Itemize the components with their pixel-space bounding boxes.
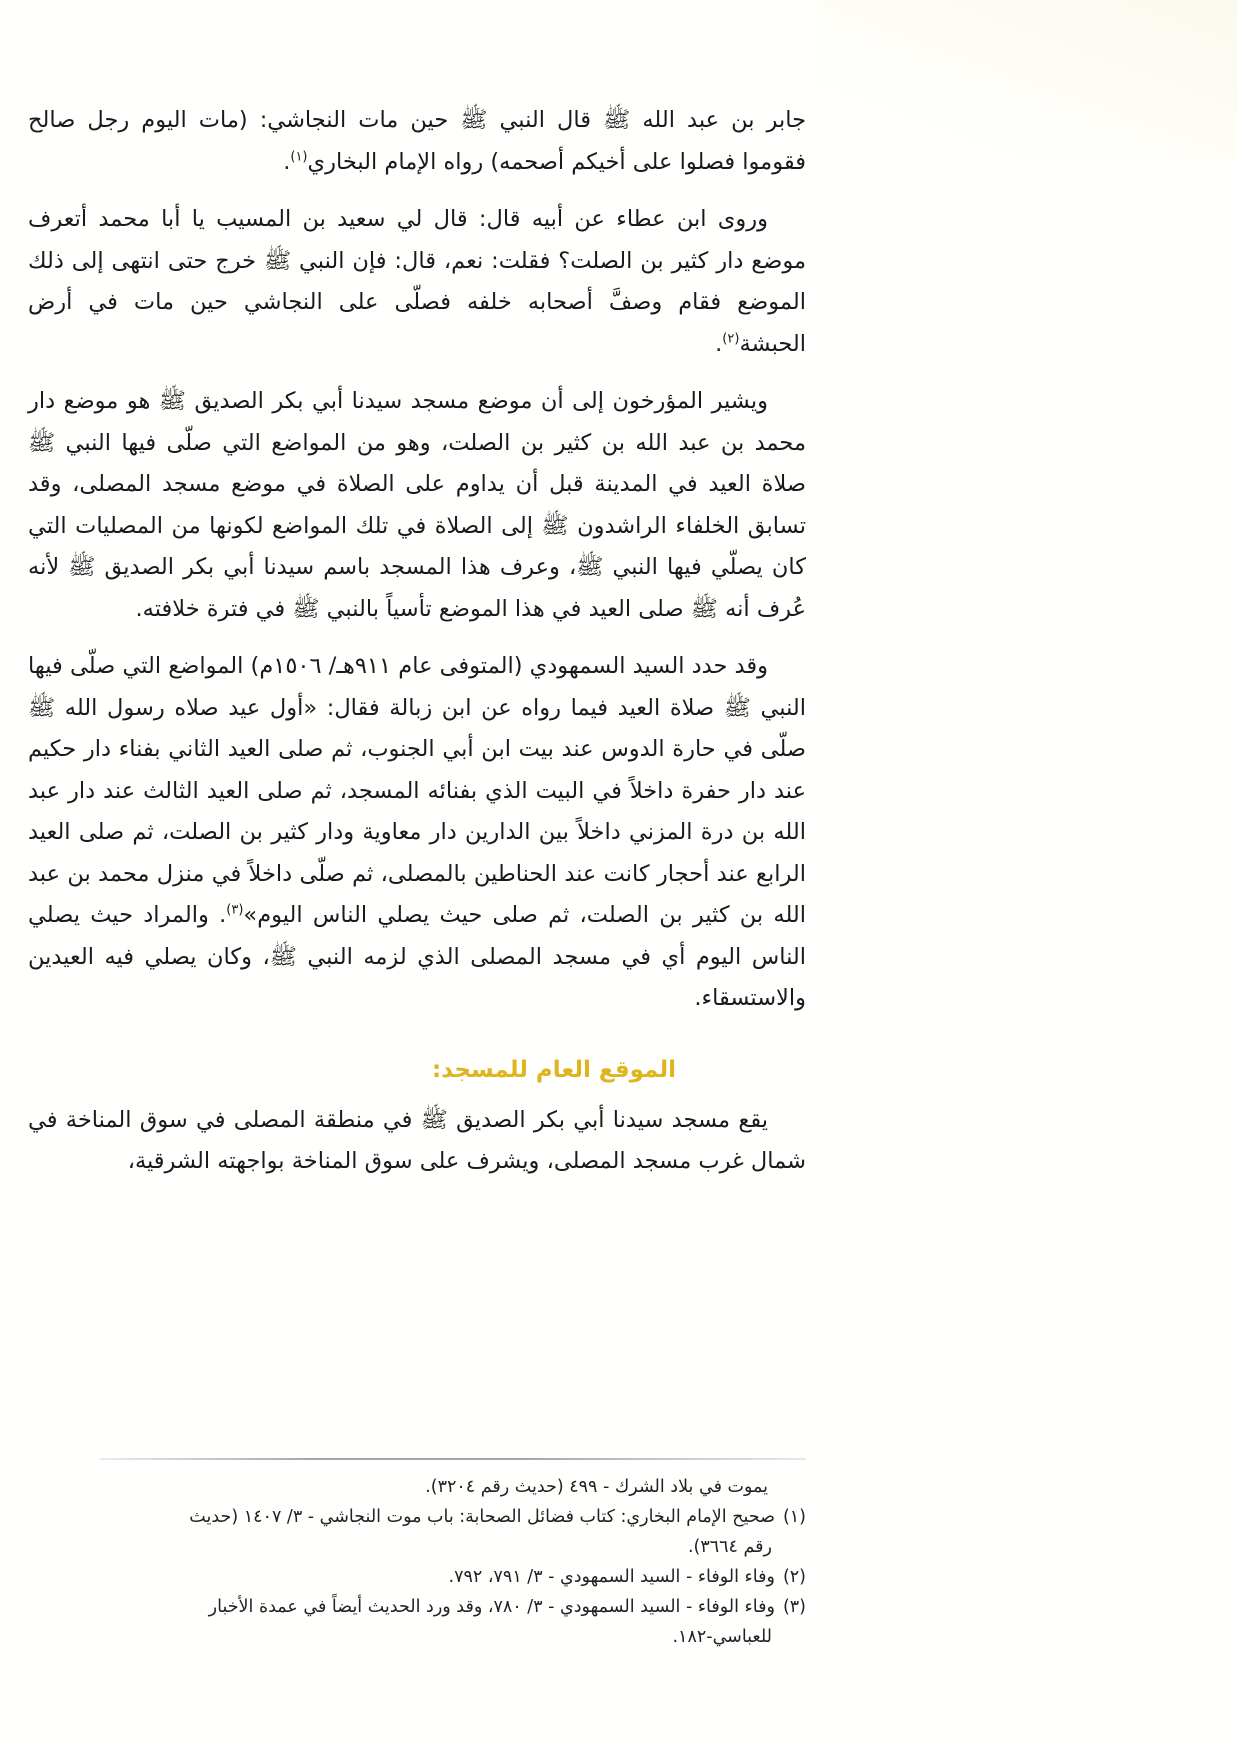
paragraph-2-text: وروى ابن عطاء عن أبيه قال: قال لي سعيد بن المسيب يا أبا محمد أتعرف موضع دار كثير بن الصلت؟ فقلت: نعم، قال: فإن النبي ﷺ خرج حتى انتهى إلى ذلك الموضع فقام وصفَّ أصحابه خلفه فصلّى على النجاشي حين مات في أرض الحبشة: [28, 206, 806, 357]
section-paragraph: يقع مسجد سيدنا أبي بكر الصديق ﷺ في منطقة المصلى في سوق المناخة في شمال غرب مسجد المصلى، ويشرف على سوق المناخة بواجهته الشرقية،: [28, 1106, 806, 1174]
paragraph-1-tail: .: [283, 148, 291, 175]
footnote-1-wrap: رقم ٣٦٦٤).: [687, 1537, 772, 1557]
footnote-ref-2[interactable]: (٢): [722, 331, 740, 346]
paragraph-4-tail: . والمراد حيث يصلي الناس اليوم أي في مسجد المصلى الذي لزمه النبي ﷺ، وكان يصلي فيه العيدين والاستسقاء.: [28, 902, 806, 1011]
paragraph-4: [28, 646, 806, 1020]
footnote-3-wrap: للعباسي-١٨٢.: [672, 1627, 772, 1647]
footnote-1-text: صحيح الإمام البخاري: كتاب فضائل الصحابة: باب موت النجاشي - ٣/ ١٤٠٧ (حديث: [189, 1507, 775, 1527]
footnote-ref-3[interactable]: (٣): [226, 902, 244, 918]
paragraph-2: [28, 199, 806, 365]
paragraph-1-text: جابر بن عبد الله ﷺ قال النبي ﷺ حين مات النجاشي: (مات اليوم رجل صالح فقوموا فصلوا على أخيكم أصحمه) رواه الإمام البخاري: [28, 107, 806, 175]
paragraph-2-tail: .: [715, 330, 723, 357]
footnote-2-number: (٢): [782, 1567, 806, 1587]
page-tint: [817, 0, 1237, 160]
footnote-1: [20, 1502, 806, 1562]
footnote-ref-1[interactable]: (١): [290, 149, 308, 164]
footnote-divider: [100, 1458, 806, 1460]
footnotes: [20, 1472, 806, 1652]
footnote-continuation: يموت في بلاد الشرك - ٤٩٩ (حديث رقم ٣٢٠٤).: [425, 1477, 768, 1497]
page-body: [28, 100, 806, 1199]
footnote-3-text: وفاء الوفاء - السيد السمهودي - ٣/ ٧٨٠، وقد ورد الحديث أيضاً في عمدة الأخبار: [208, 1597, 775, 1617]
footnote-1-number: (١): [782, 1507, 806, 1527]
section-heading: الموقع العام للمسجد:: [431, 1056, 676, 1083]
footnote-3-number: (٣): [782, 1597, 806, 1617]
footnote-2: [20, 1562, 806, 1592]
paragraph-3-text: ويشير المؤرخون إلى أن موضع مسجد سيدنا أبي بكر الصديق ﷺ هو موضع دار محمد بن عبد الله بن كثير بن الصلت، وهو من المواضع التي صلّى فيها النبي ﷺ صلاة العيد في المدينة قبل أن يداوم على الصلاة في موضع مسجد المصلى، وقد تسابق الخلفاء الراشدون ﷺ إلى الصلاة في تلك المواضع لكونها من المصليات التي كان يصلّي فيها النبي ﷺ، وعرف هذا المسجد باسم سيدنا أبي بكر الصديق ﷺ لأنه عُرف أنه ﷺ صلى العيد في هذا الموضع تأسياً بالنبي ﷺ في فترة خلافته.: [28, 388, 806, 622]
footnote-2-text: وفاء الوفاء - السيد السمهودي - ٣/ ٧٩١، ٧٩٢.: [448, 1567, 775, 1587]
paragraph-4-text: وقد حدد السيد السمهودي (المتوفى عام ٩١١هـ/ ١٥٠٦م) المواضع التي صلّى فيها النبي ﷺ صلاة العيد فيما رواه عن ابن زبالة فقال: «أول عيد صلاه رسول الله ﷺ صلّى في حارة الدوس عند بيت ابن أبي الجنوب، ثم صلى العيد الثاني بفناء دار حكيم عند دار حفرة داخلاً في البيت الذي بفنائه المسجد، ثم صلى العيد الثالث عند دار عبد الله بن درة المزني داخلاً بين الدارين دار معاوية ودار كثير بن الصلت، ثم صلى العيد الرابع عند أحجار كانت عند الحناطين بالمصلى، ثم صلّى داخلاً في منزل محمد بن عبد الله بن كثير بن الصلت، ثم صلى حيث يصلي الناس اليوم»: [28, 653, 806, 928]
paragraph-1: [28, 100, 806, 183]
footnote-3: [20, 1592, 806, 1652]
paragraph-3: [28, 381, 806, 630]
